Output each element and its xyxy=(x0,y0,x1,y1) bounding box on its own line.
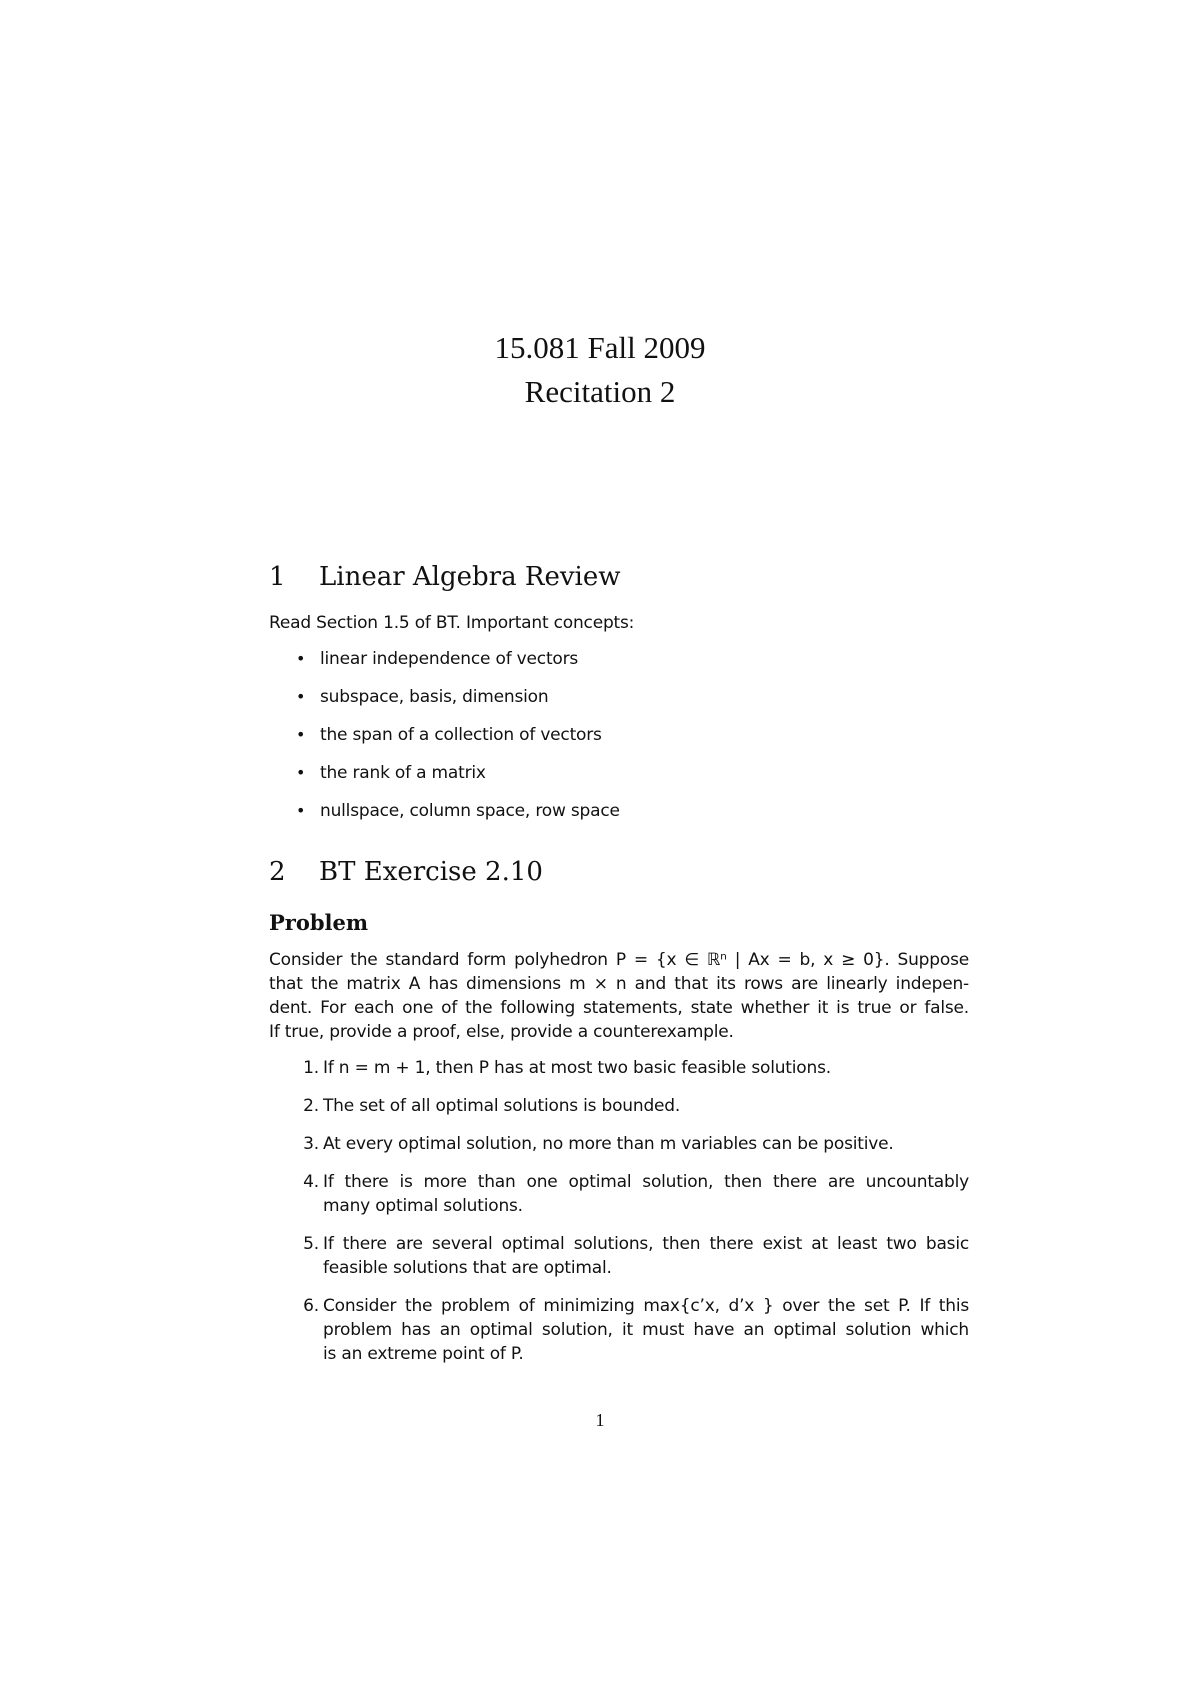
list-item: 6. Consider the problem of minimizing max{c’x, d’x } over the set P. If this problem has an optimal solution, it must have an optimal solution which is an extreme point of P. xyxy=(303,1296,969,1364)
section-1-intro: Read Section 1.5 of BT. Important concepts: xyxy=(269,613,635,633)
bullet-icon: • xyxy=(296,649,306,668)
document-title xyxy=(0,326,1200,414)
recitation-title: Recitation 2 xyxy=(524,374,676,409)
section-number: 1 xyxy=(269,562,286,592)
course-title: 15.081 Fall 2009 xyxy=(494,330,706,365)
list-item: • the span of a collection of vectors xyxy=(296,725,602,745)
problem-statement: Consider the standard form polyhedron P = {x ∈ ℝⁿ | Ax = b, x ≥ 0}. Suppose that the matrix A has dimensions m × n and that its rows are linearly indepen- dent. For each one of the following statements, state whether it is true or false. If true, provide a proof, else, provide a counterexample. xyxy=(269,950,969,1042)
page-number: 1 xyxy=(595,1410,605,1430)
section-title: BT Exercise 2.10 xyxy=(319,857,543,887)
statement-list xyxy=(269,1056,969,1380)
problem-heading: Problem xyxy=(269,910,369,935)
bullet-icon: • xyxy=(296,763,306,782)
bullet-icon: • xyxy=(296,725,306,744)
section-2-heading xyxy=(269,855,543,889)
list-item: • subspace, basis, dimension xyxy=(296,687,549,707)
bullet-icon: • xyxy=(296,687,306,706)
concept-list xyxy=(296,648,620,838)
list-item: 5. If there are several optimal solutions, then there exist at least two basic feasible solutions that are optimal. xyxy=(303,1234,969,1278)
list-item: • linear independence of vectors xyxy=(296,649,579,669)
list-item: 4. If there is more than one optimal solution, then there are uncountably many optimal solutions. xyxy=(303,1172,969,1216)
section-title: Linear Algebra Review xyxy=(319,562,621,592)
section-number: 2 xyxy=(269,857,286,887)
list-item: 1. If n = m + 1, then P has at most two basic feasible solutions. xyxy=(303,1058,831,1078)
list-item: • nullspace, column space, row space xyxy=(296,801,620,821)
list-item: • the rank of a matrix xyxy=(296,763,486,783)
list-item: 3. At every optimal solution, no more than m variables can be positive. xyxy=(303,1134,894,1154)
section-1-heading xyxy=(269,560,620,594)
bullet-icon: • xyxy=(296,801,306,820)
list-item: 2. The set of all optimal solutions is bounded. xyxy=(303,1096,681,1116)
